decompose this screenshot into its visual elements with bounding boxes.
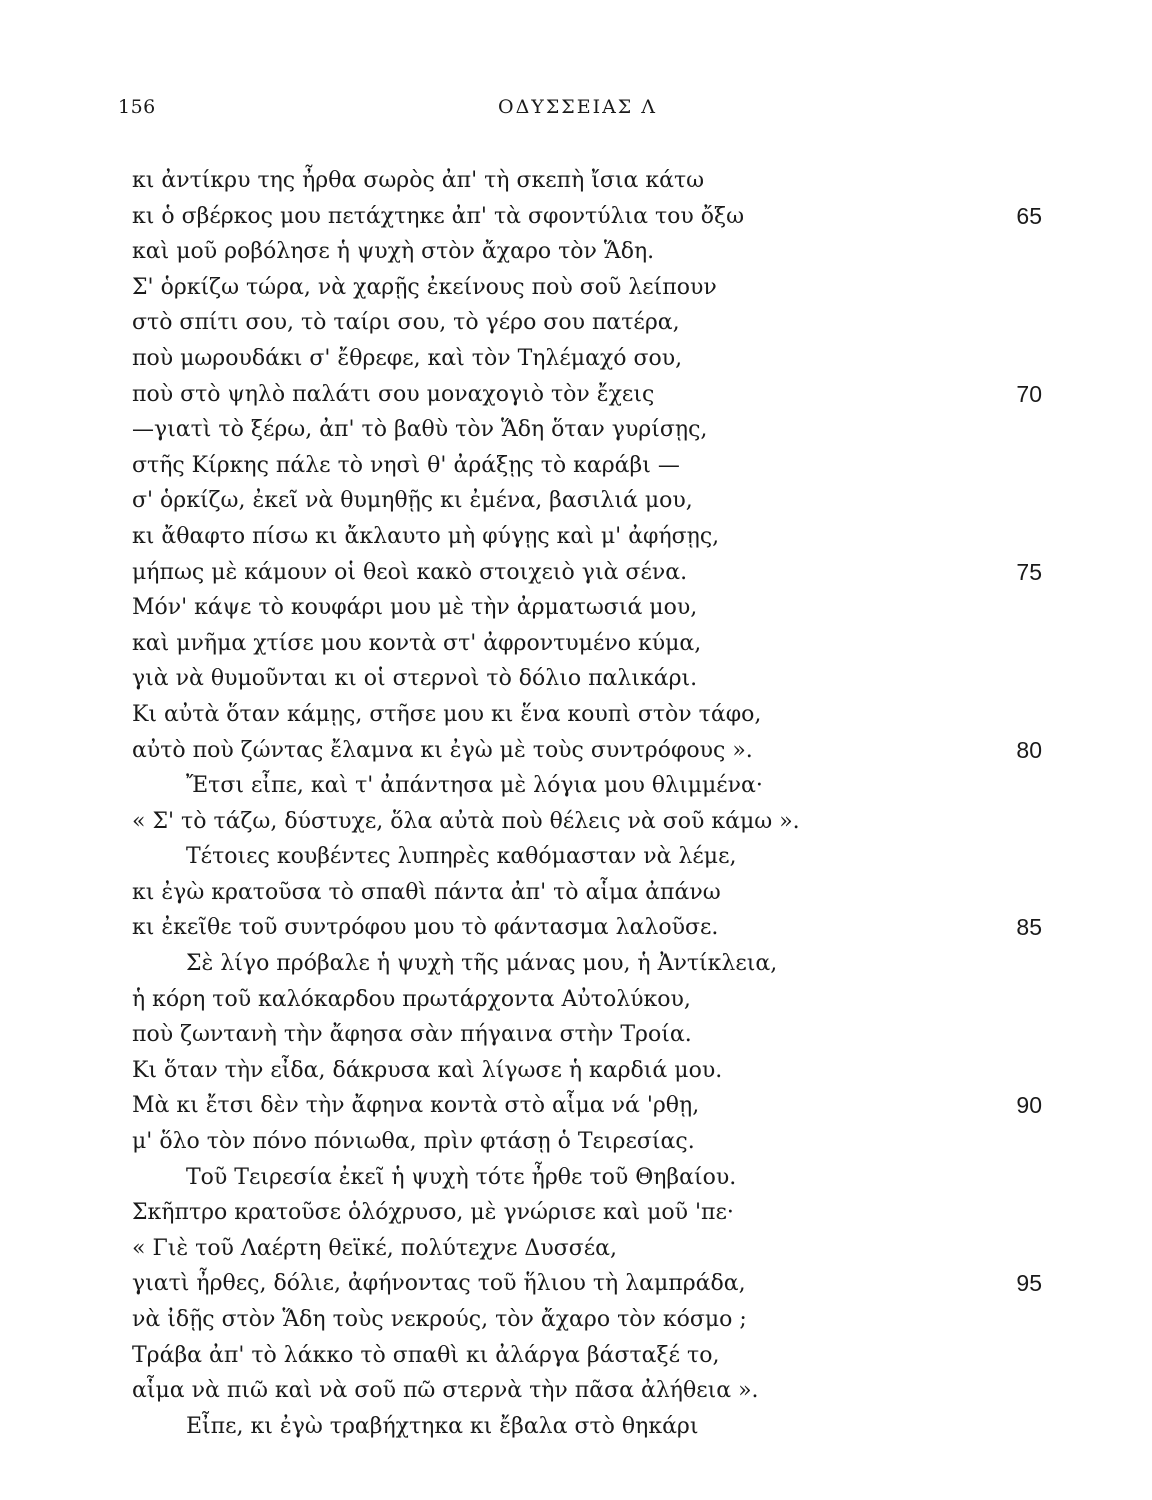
verse-line [132, 270, 1042, 306]
verse-line [132, 1017, 1042, 1053]
verse-line [132, 377, 1042, 413]
verse-text: κι ἄθαφτο πίσω κι ἄκλαυτο μὴ φύγῃς καὶ μ' ἀφήσῃς, [132, 523, 720, 549]
line-number: 95 [1016, 1270, 1042, 1297]
verse-text: νὰ ἰδῇς στὸν Ἅδη τοὺς νεκρούς, τὸν ἄχαρο τὸν κόσμο ; [132, 1307, 747, 1332]
verse-line [132, 875, 1042, 911]
verse-line [132, 1302, 1042, 1338]
verse-text: Τράβα ἀπ' τὸ λάκκο τὸ σπαθὶ κι ἀλάργα βάσταξέ το, [132, 1342, 720, 1368]
verse-line [132, 733, 1042, 769]
verse-line [132, 661, 1042, 697]
verse-text: κι ὁ σβέρκος μου πετάχτηκε ἀπ' τὰ σφοντύλια του ὄξω [132, 203, 745, 229]
page-number: 156 [118, 96, 156, 118]
line-number: 85 [1016, 914, 1042, 941]
verse-line [132, 519, 1042, 555]
verse-text: ἡ κόρη τοῦ καλόκαρδου πρωτάρχοντα Αὐτολύκου, [132, 986, 691, 1012]
verse-text: αἷμα νὰ πιῶ καὶ νὰ σοῦ πῶ στερνὰ τὴν πᾶσα ἀλήθεια ». [132, 1378, 759, 1404]
verse-line [132, 234, 1042, 270]
verse-line [132, 412, 1042, 448]
verse-line [132, 305, 1042, 341]
verse-text: Ἔτσι εἶπε, καὶ τ' ἀπάντησα μὲ λόγια μου θλιμμένα· [186, 773, 763, 799]
verse-line [132, 1373, 1042, 1409]
verse-line [132, 626, 1042, 662]
verse-line [132, 804, 1042, 840]
verse-line [132, 163, 1042, 199]
verse-text: « Γιὲ τοῦ Λαέρτη θεϊκέ, πολύτεχνε Δυσσέα, [132, 1235, 617, 1261]
verse-line [132, 946, 1042, 982]
verse-text: Μὰ κι ἔτσι δὲν τὴν ἄφηνα κοντὰ στὸ αἷμα νά 'ρθῃ, [132, 1093, 700, 1119]
verse-text: κι ἐκεῖθε τοῦ συντρόφου μου τὸ φάντασμα λαλοῦσε. [132, 915, 719, 941]
verse-line [132, 341, 1042, 377]
verse-block [132, 163, 1042, 1444]
verse-line [132, 1124, 1042, 1160]
line-number: 90 [1016, 1092, 1042, 1119]
verse-text: Τοῦ Τειρεσία ἐκεῖ ἡ ψυχὴ τότε ἦρθε τοῦ Θηβαίου. [186, 1164, 737, 1190]
line-number: 75 [1016, 558, 1042, 585]
verse-text: Σ' ὁρκίζω τώρα, νὰ χαρῇς ἐκείνους ποὺ σοῦ λείπουν [132, 274, 717, 300]
verse-line [132, 1088, 1042, 1124]
verse-line [132, 768, 1042, 804]
verse-text: καὶ μοῦ ροβόλησε ἡ ψυχὴ στὸν ἄχαρο τὸν Ἅδη. [132, 239, 655, 265]
verse-line [132, 1338, 1042, 1374]
verse-line [132, 1231, 1042, 1267]
line-number: 80 [1016, 736, 1042, 763]
verse-line [132, 483, 1042, 519]
verse-text: Τέτοιες κουβέντες λυπηρὲς καθόμασταν νὰ λέμε, [186, 844, 737, 870]
verse-line [132, 982, 1042, 1018]
verse-text: ποὺ ζωντανὴ τὴν ἄφησα σὰν πήγαινα στὴν Τροία. [132, 1022, 692, 1048]
verse-text: ποὺ μωρουδάκι σ' ἔθρεφε, καὶ τὸν Τηλέμαχό σου, [132, 345, 683, 371]
verse-text: μήπως μὲ κάμουν οἱ θεοὶ κακὸ στοιχειὸ γιὰ σένα. [132, 559, 688, 585]
verse-line [132, 1053, 1042, 1089]
book-title: ΟΔΥΣΣΕΙΑΣ Λ [498, 96, 657, 118]
verse-line [132, 555, 1042, 591]
verse-text: γιὰ νὰ θυμοῦνται κι οἱ στερνοὶ τὸ δόλιο παλικάρι. [132, 666, 698, 692]
line-number: 70 [1016, 380, 1042, 407]
line-number: 65 [1016, 202, 1042, 229]
running-head [118, 96, 1038, 126]
verse-text: γιατὶ ἦρθες, δόλιε, ἀφήνοντας τοῦ ἥλιου τὴ λαμπράδα, [132, 1271, 746, 1297]
verse-text: σ' ὁρκίζω, ἐκεῖ νὰ θυμηθῇς κι ἐμένα, βασιλιά μου, [132, 488, 693, 514]
verse-line [132, 839, 1042, 875]
verse-text: Κι αὐτὰ ὅταν κάμῃς, στῆσε μου κι ἕνα κουπὶ στὸν τάφο, [132, 701, 762, 727]
verse-text: κι ἐγὼ κρατοῦσα τὸ σπαθὶ πάντα ἀπ' τὸ αἷμα ἀπάνω [132, 879, 721, 905]
verse-text: κι ἀντίκρυ της ἦρθα σωρὸς ἀπ' τὴ σκεπὴ ἴσια κάτω [132, 168, 705, 193]
verse-line [132, 590, 1042, 626]
verse-text: Σκῆπτρο κρατοῦσε ὁλόχρυσο, μὲ γνώρισε καὶ μοῦ 'πε· [132, 1200, 734, 1226]
verse-text: Εἶπε, κι ἐγὼ τραβήχτηκα κι ἔβαλα στὸ θηκάρι [186, 1413, 699, 1439]
verse-line [132, 448, 1042, 484]
verse-text: Κι ὅταν τὴν εἶδα, δάκρυσα καὶ λίγωσε ἡ καρδιά μου. [132, 1057, 723, 1083]
verse-text: καὶ μνῆμα χτίσε μου κοντὰ στ' ἀφροντυμένο κύμα, [132, 630, 702, 656]
verse-text: Μόν' κάψε τὸ κουφάρι μου μὲ τὴν ἀρματωσιά μου, [132, 595, 698, 621]
verse-line [132, 1409, 1042, 1445]
verse-line [132, 910, 1042, 946]
verse-line [132, 199, 1042, 235]
verse-text: αὐτὸ ποὺ ζώντας ἔλαμνα κι ἐγὼ μὲ τοὺς συντρόφους ». [132, 737, 753, 763]
verse-text: ποὺ στὸ ψηλὸ παλάτι σου μοναχογιὸ τὸν ἔχεις [132, 381, 655, 407]
verse-line [132, 1266, 1042, 1302]
verse-text: στὸ σπίτι σου, τὸ ταίρι σου, τὸ γέρο σου πατέρα, [132, 310, 680, 336]
verse-line [132, 1195, 1042, 1231]
verse-line [132, 697, 1042, 733]
verse-text: στῆς Κίρκης πάλε τὸ νησὶ θ' ἀράξῃς τὸ καράβι — [132, 452, 680, 478]
verse-line [132, 1160, 1042, 1196]
verse-text: Σὲ λίγο πρόβαλε ἡ ψυχὴ τῆς μάνας μου, ἡ Ἀντίκλεια, [186, 951, 778, 977]
verse-text: « Σ' τὸ τάζω, δύστυχε, ὅλα αὐτὰ ποὺ θέλεις νὰ σοῦ κάμω ». [132, 808, 800, 834]
verse-text: —γιατὶ τὸ ξέρω, ἀπ' τὸ βαθὺ τὸν Ἅδη ὅταν γυρίσῃς, [132, 417, 708, 443]
verse-text: μ' ὅλο τὸν πόνο πόνιωθα, πρὶν φτάσῃ ὁ Τειρεσίας. [132, 1129, 695, 1155]
